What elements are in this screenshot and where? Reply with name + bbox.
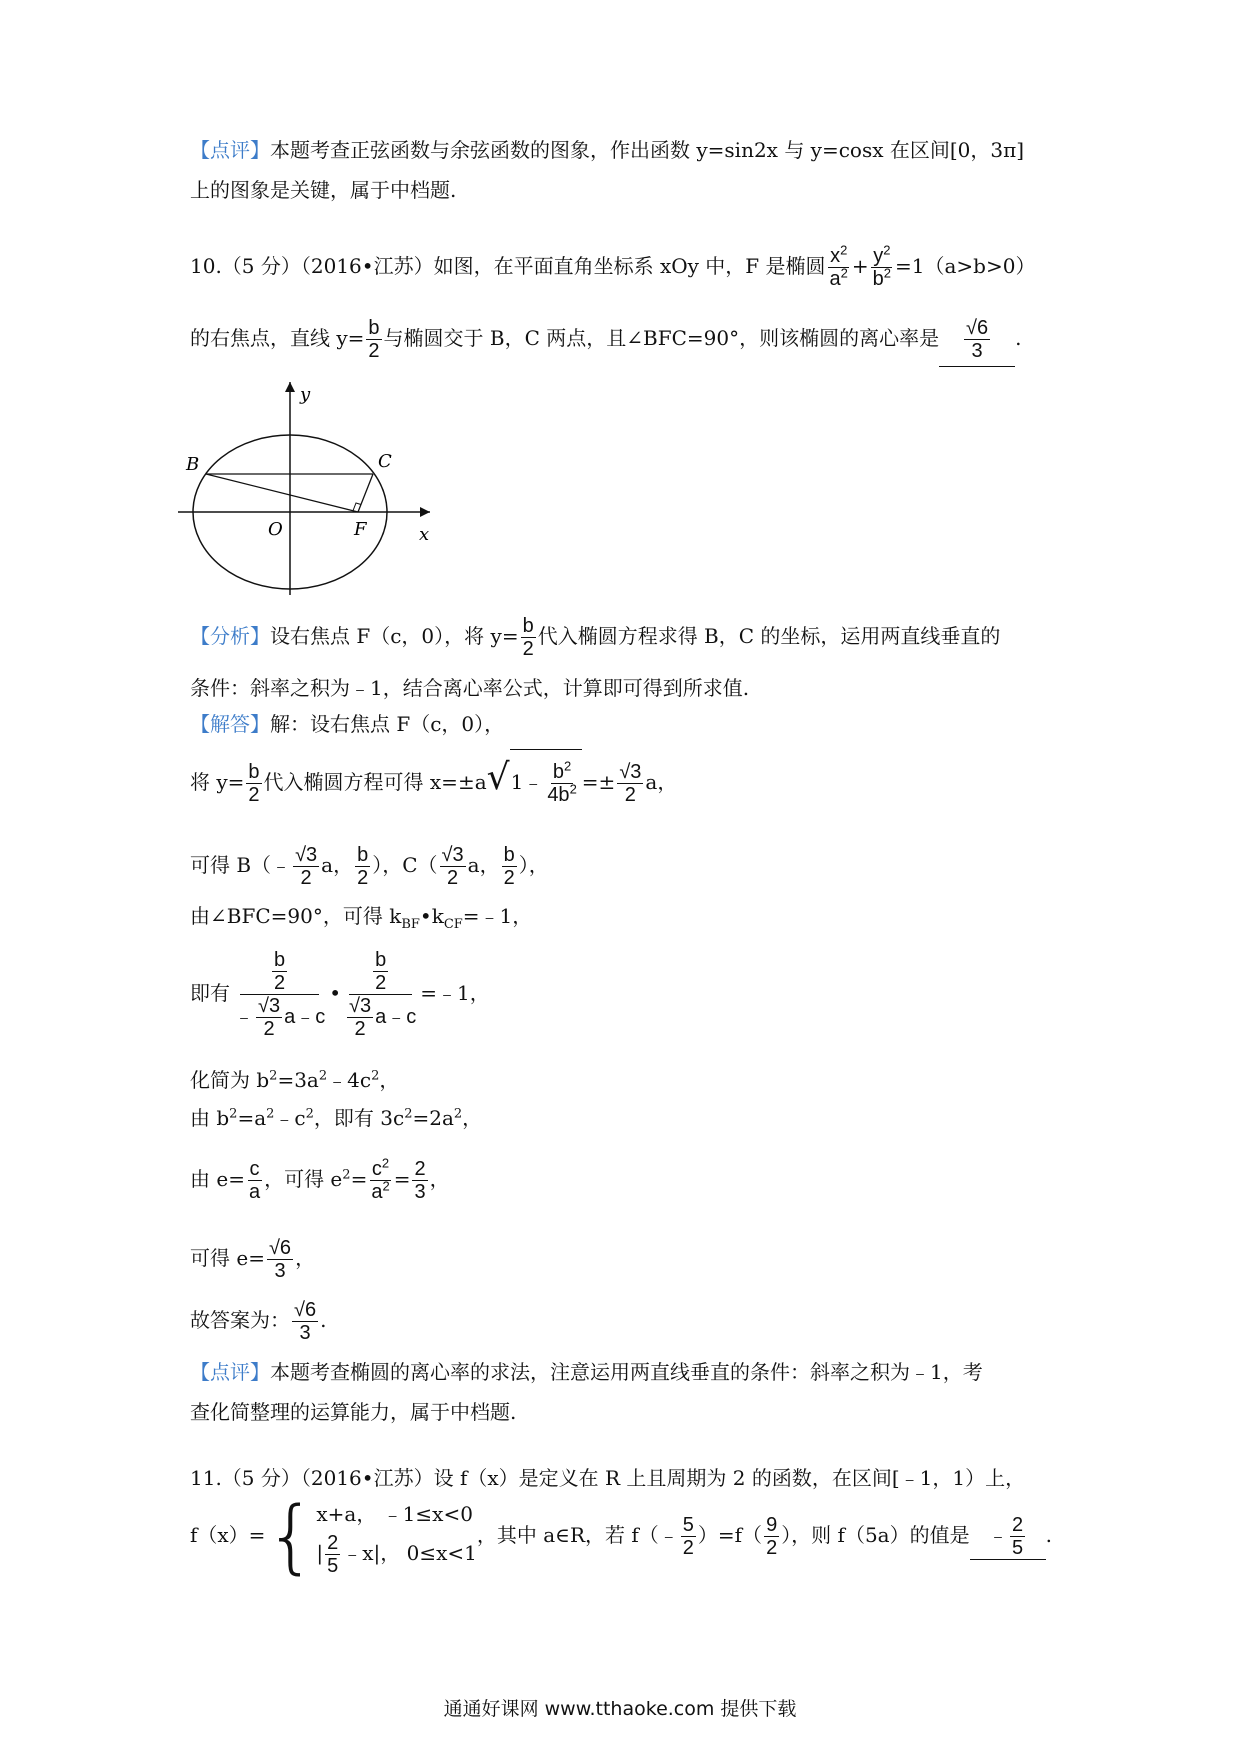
label-y: y: [300, 384, 311, 405]
label-o: O: [268, 519, 283, 540]
solution-line-5: 即有 $\frac{b}{2}$ ﹣ $\frac{√3}{2}$ a﹣c • $\frac{b}{2}$ $\frac{√3}{2}$ a﹣c =﹣1，: [190, 949, 490, 1040]
brace-icon: {: [265, 1489, 317, 1583]
fraction: $\frac{b}{2}$: [368, 317, 380, 362]
solution-line-8: 由 e= $\frac{c}{a}$ ，可得 $e^2=$ $\frac{c^2}{a^2}$ = $\frac{2}{3}$ ，: [190, 1155, 450, 1203]
solution-line-9: 可得 e= $\frac{√6}{3}$ ，: [190, 1237, 316, 1282]
question-10-line2: 的右焦点，直线 y= $\frac{b}{2}$ 与椭圆交于 B，C 两点，且∠BFC=90°，则该椭圆的离心率是 $\frac{√6}{3}$ .: [190, 310, 1060, 367]
ellipse-figure: [186, 384, 450, 595]
label-b: B: [186, 454, 200, 475]
line-cf: [358, 474, 373, 512]
compound-fraction: $\frac{b}{2}$ ﹣ $\frac{√3}{2}$ a﹣c: [234, 949, 326, 1040]
answer-blank: $\frac{√6}{3}$: [939, 310, 1015, 367]
label-f: F: [354, 519, 367, 540]
solution-line-6: 化简为 $b^2=3a^2﹣4c^2$，: [190, 1068, 400, 1092]
question-11-piecewise: f（x）={ x+a， ﹣1≤x<0 | $\frac{2}{5}$ ﹣x|， 0≤x<1 ，其中 a∈R，若 f（﹣ $\frac{5}{2}$ ）=f（ $\frac{9}{2}$ ），则 f（5a）的值是 ﹣ $\frac{2}{5}$ .: [190, 1489, 1052, 1583]
review-tag: 【点评】: [190, 1360, 270, 1384]
solution-line-1: 【解答】解：设右焦点 F（c，0），: [190, 712, 505, 736]
answer-blank: ﹣ $\frac{2}{5}$: [970, 1514, 1046, 1560]
label-c: C: [378, 451, 392, 472]
fraction: $\frac{y^2}{b^2}$: [872, 242, 891, 290]
question-text: 与椭圆交于 B，C 两点，且∠BFC=90°，则该椭圆的离心率是: [383, 326, 940, 350]
x-axis-arrow: [420, 507, 430, 517]
fraction: $\frac{x^2}{a^2}$: [829, 242, 848, 290]
compound-fraction: $\frac{b}{2}$ $\frac{√3}{2}$ a﹣c: [349, 949, 417, 1040]
line-bf: [206, 474, 358, 512]
solution-line-7: 由 $b^2=a^2﹣c^2$，即有 $3c^2=2a^2$，: [190, 1106, 483, 1130]
question-11: 11.（5 分）（2016•江苏）设 f（x）是定义在 R 上且周期为 2 的函数，在区间[﹣1，1）上，: [190, 1466, 1026, 1490]
question-text: =1（a>b>0）: [895, 254, 1036, 278]
solution-line-2: 将 y= $\frac{b}{2}$ 代入椭圆方程可得 x=±a√1﹣ $\frac{b^2}{4b^2}$ =± $\frac{√3}{2}$ a，: [190, 748, 1060, 812]
analysis-paragraph: 【分析】设右焦点 F（c，0），将 y= $\frac{b}{2}$ 代入椭圆方程求得 B，C 的坐标，运用两直线垂直的: [190, 615, 1001, 660]
review-tag: 【点评】: [190, 138, 270, 162]
analysis-line2: 条件：斜率之积为﹣1，结合离心率公式，计算即可得到所求值.: [190, 676, 750, 700]
footer: 通通好课网 www.tthaoke.com 提供下载: [443, 1698, 797, 1720]
question-10: 10.（5 分）（2016•江苏）如图，在平面直角坐标系 xOy 中，F 是椭圆 $\frac{x^2}{a^2}$ + $\frac{y^2}{b^2}$ =1（a>b>0）: [190, 242, 1036, 290]
y-axis-arrow: [285, 382, 295, 392]
review-text: 本题考查正弦函数与余弦函数的图象，作出函数 y=sin2x 与 y=cosx 在区间[0，3π]: [270, 138, 1025, 162]
solution-line-10: 故答案为： $\frac{√6}{3}$ .: [190, 1299, 327, 1344]
review-text: 上的图象是关键，属于中档题.: [190, 178, 457, 202]
review-paragraph-1: [190, 130, 1060, 210]
solution-tag: 【解答】: [190, 712, 270, 736]
question-text: 10.（5 分）（2016•江苏）如图，在平面直角坐标系 xOy 中，F 是椭圆: [190, 254, 826, 278]
question-text: 的右焦点，直线 y=: [190, 326, 365, 350]
solution-line-4: 由∠BFC=90°，可得 $k_{BF}•k_{CF}=﹣1$，: [190, 904, 533, 932]
label-x: x: [419, 524, 430, 545]
solution-line-3: 可得 B（﹣ $\frac{√3}{2}$ a， $\frac{b}{2}$ ），C（ $\frac{√3}{2}$ a， $\frac{b}{2}$ ），: [190, 844, 549, 889]
review-paragraph-2: 【点评】本题考查椭圆的离心率的求法，注意运用两直线垂直的条件：斜率之积为﹣1，考 查化简整理的运算能力，属于中档题.: [190, 1360, 983, 1424]
analysis-tag: 【分析】: [190, 624, 270, 648]
